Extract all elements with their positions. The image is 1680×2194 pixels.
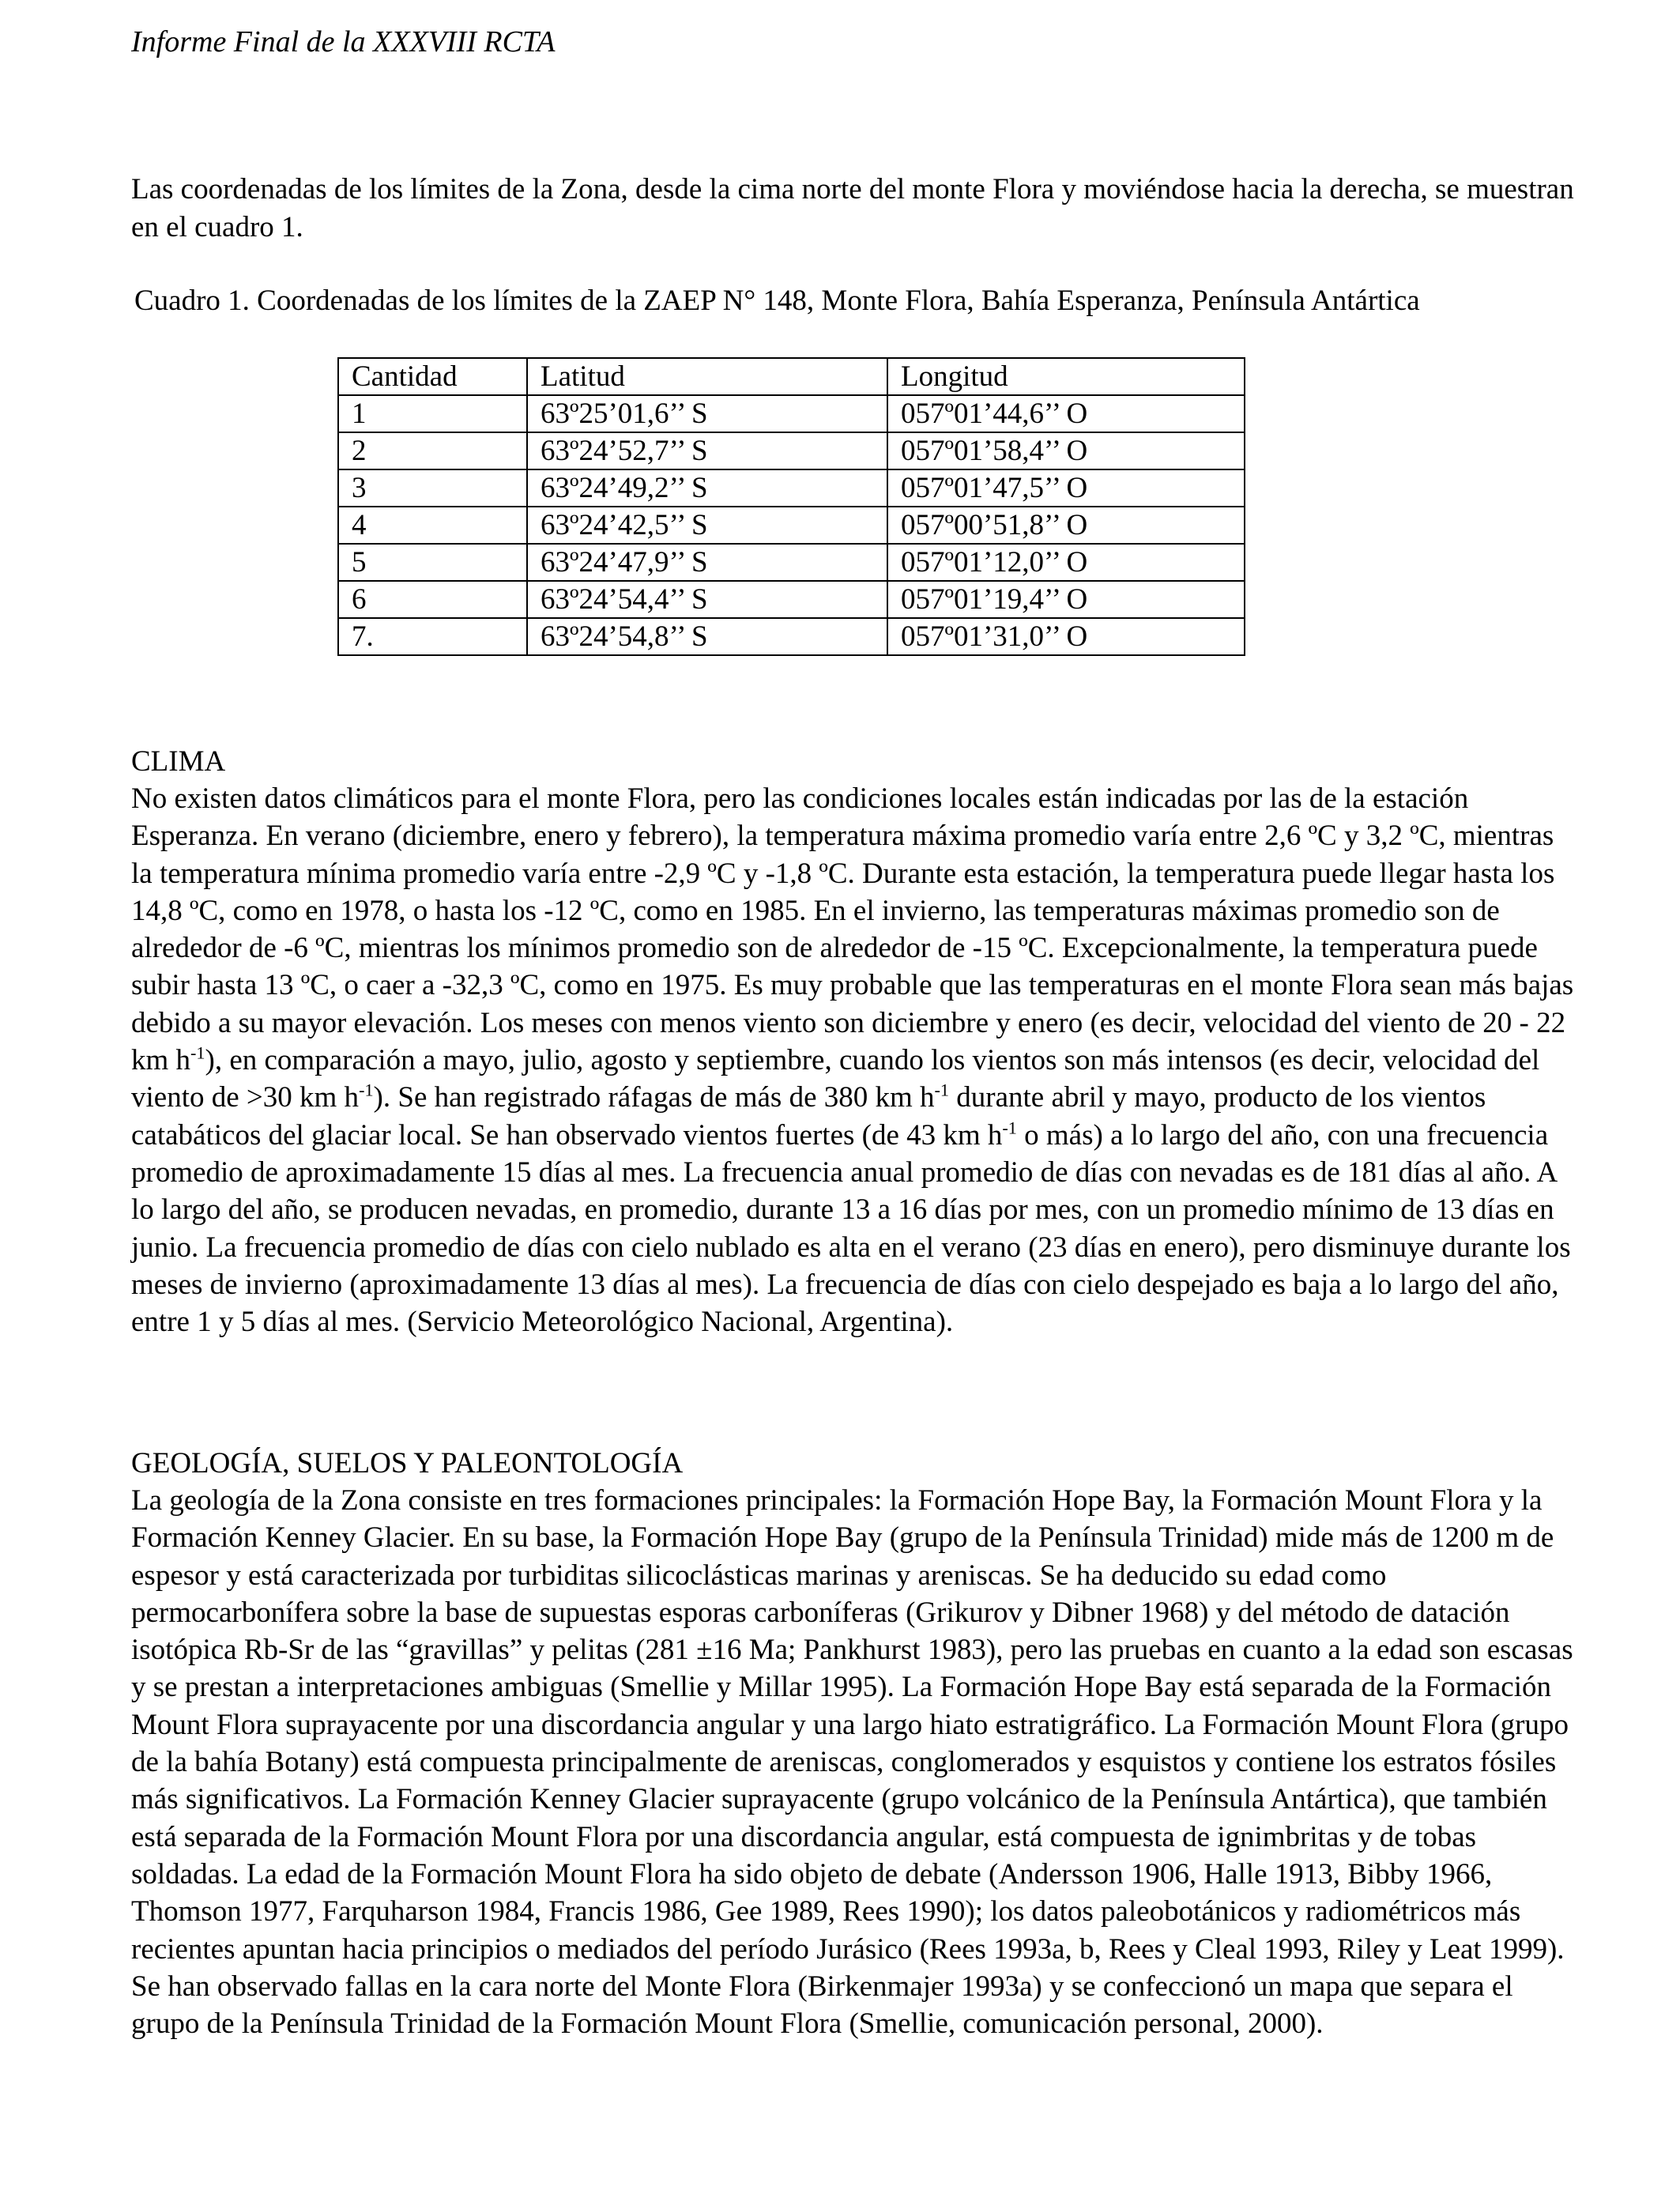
cell-cantidad: 1 bbox=[338, 395, 527, 432]
table-row bbox=[338, 581, 1245, 618]
coordinates-table bbox=[337, 357, 1245, 656]
clima-text-3: ). Se han registrado ráfagas de más de 380 km h bbox=[373, 1081, 935, 1114]
cell-longitud: 057º01’58,4’’ O bbox=[887, 432, 1245, 469]
cell-latitud: 63º24’54,4’’ S bbox=[527, 581, 887, 618]
cell-longitud: 057º01’47,5’’ O bbox=[887, 469, 1245, 507]
column-header-cantidad: Cantidad bbox=[338, 358, 527, 395]
column-header-longitud: Longitud bbox=[887, 358, 1245, 395]
cell-cantidad: 5 bbox=[338, 544, 527, 581]
table-row bbox=[338, 395, 1245, 432]
cell-longitud: 057º00’51,8’’ O bbox=[887, 507, 1245, 544]
cell-longitud: 057º01’31,0’’ O bbox=[887, 618, 1245, 655]
cell-latitud: 63º25’01,6’’ S bbox=[527, 395, 887, 432]
clima-text-1: No existen datos climáticos para el monte Flora, pero las condiciones locales están indicadas por las de la estación Esperanza. En verano (diciembre, enero y febrero), la temperatura máxima promedio varía entre 2,6 ºC y 3,2 ºC, mientras la temperatura mínima promedio varía entre -2,9 ºC y -1,8 ºC. Durante esta estación, la temperatura puede llegar hasta los 14,8 ºC, como en 1978, o hasta los -12 ºC, como en 1985. En el invierno, las temperaturas máximas promedio son de alrededor de -6 ºC, mientras los mínimos promedio son de alrededor de -15 ºC. Excepcionalmente, la temperatura puede subir hasta 13 ºC, o caer a -32,3 ºC, como en 1975. Es muy probable que las temperaturas en el monte Flora sean más bajas debido a su mayor elevación. Los meses con menos viento son diciembre y enero (es decir, velocidad del viento de 20 - 22 km h bbox=[131, 782, 1574, 1077]
cell-latitud: 63º24’52,7’’ S bbox=[527, 432, 887, 469]
cell-longitud: 057º01’19,4’’ O bbox=[887, 581, 1245, 618]
cell-cantidad: 3 bbox=[338, 469, 527, 507]
clima-heading: CLIMA bbox=[131, 745, 226, 778]
cell-cantidad: 4 bbox=[338, 507, 527, 544]
cell-longitud: 057º01’12,0’’ O bbox=[887, 544, 1245, 581]
intro-paragraph: Las coordenadas de los límites de la Zona, desde la cima norte del monte Flora y moviéndose hacia la derecha, se muestran en el cuadro 1. bbox=[131, 173, 1574, 243]
clima-paragraph bbox=[131, 780, 1574, 1340]
table-row bbox=[338, 544, 1245, 581]
cell-latitud: 63º24’42,5’’ S bbox=[527, 507, 887, 544]
cell-cantidad: 6 bbox=[338, 581, 527, 618]
geologia-paragraph: La geología de la Zona consiste en tres formaciones principales: la Formación Hope Bay, la Formación Mount Flora y la Formación Kenney Glacier. En su base, la Formación Hope Bay (grupo de la Península Trinidad) mide más de 1200 m de espesor y está caracterizada por turbiditas silicoclásticas marinas y areniscas. Se ha deducido su edad como permocarbonífera sobre la base de supuestas esporas carboníferas (Grikurov y Dibner 1968) y del método de datación isotópica Rb-Sr de las “gravillas” y pelitas (281 ±16 Ma; Pankhurst 1983), pero las pruebas en cuanto a la edad son escasas y se prestan a interpretaciones ambiguas (Smellie y Millar 1995). La Formación Hope Bay está separada de la Formación Mount Flora suprayacente por una discordancia angular y una largo hiato estratigráfico. La Formación Mount Flora (grupo de la bahía Botany) está compuesta principalmente de areniscas, conglomerados y esquistos y contiene los estratos fósiles más significativos. La Formación Kenney Glacier suprayacente (grupo volcánico de la Península Antártica), que también está separada de la Formación Mount Flora por una discordancia angular, está compuesta de ignimbritas y de tobas soldadas. La edad de la Formación Mount Flora ha sido objeto de debate (Andersson 1906, Halle 1913, Bibby 1966, Thomson 1977, Farquharson 1984, Francis 1986, Gee 1989, Rees 1990); los datos paleobotánicos y radiométricos más recientes apuntan hacia principios o mediados del período Jurásico (Rees 1993a, b, Rees y Cleal 1993, Riley y Leat 1999). Se han observado fallas en la cara norte del Monte Flora (Birkenmajer 1993a) y se confeccionó un mapa que separa el grupo de la Península Trinidad de la Formación Mount Flora (Smellie, comunicación personal, 2000). bbox=[131, 1484, 1573, 2041]
unit-exponent: -1 bbox=[934, 1080, 950, 1101]
table-row bbox=[338, 618, 1245, 655]
clima-text-5: o más) a lo largo del año, con una frecuencia promedio de aproximadamente 15 días al mes. La frecuencia anual promedio de días con nevadas es de 181 días al año. A lo largo del año, se producen nevadas, en promedio, durante 13 a 16 días por mes, con un promedio mínimo de 13 días en junio. La frecuencia promedio de días con cielo nublado es alta en el verano (23 días en enero), pero disminuye durante los meses de invierno (aproximadamente 13 días al mes). La frecuencia de días con cielo despejado es baja a lo largo del año, entre 1 y 5 días al mes. (Servicio Meteorológico Nacional, Argentina). bbox=[131, 1118, 1571, 1339]
unit-exponent: -1 bbox=[1002, 1118, 1017, 1138]
table-header-row bbox=[338, 358, 1245, 395]
running-header: Informe Final de la XXXVIII RCTA bbox=[131, 25, 556, 58]
table-row bbox=[338, 507, 1245, 544]
cell-cantidad: 7. bbox=[338, 618, 527, 655]
column-header-latitud: Latitud bbox=[527, 358, 887, 395]
cell-cantidad: 2 bbox=[338, 432, 527, 469]
table-caption: Cuadro 1. Coordenadas de los límites de la ZAEP N° 148, Monte Flora, Bahía Esperanza, Península Antártica bbox=[134, 285, 1420, 317]
unit-exponent: -1 bbox=[359, 1080, 374, 1101]
cell-longitud: 057º01’44,6’’ O bbox=[887, 395, 1245, 432]
unit-exponent: -1 bbox=[190, 1042, 205, 1063]
table-row bbox=[338, 469, 1245, 507]
cell-latitud: 63º24’54,8’’ S bbox=[527, 618, 887, 655]
clima-text-2: ), en comparación a mayo, julio, agosto y septiembre, cuando los vientos son más intensos (es decir, velocidad del viento de >30 km h bbox=[131, 1044, 1540, 1114]
cell-latitud: 63º24’49,2’’ S bbox=[527, 469, 887, 507]
table-row bbox=[338, 432, 1245, 469]
cell-latitud: 63º24’47,9’’ S bbox=[527, 544, 887, 581]
geologia-heading: GEOLOGÍA, SUELOS Y PALEONTOLOGÍA bbox=[131, 1447, 684, 1480]
clima-text-4: durante abril y mayo, producto de los vientos catabáticos del glaciar local. Se han observado vientos fuertes (de 43 km h bbox=[131, 1081, 1486, 1152]
